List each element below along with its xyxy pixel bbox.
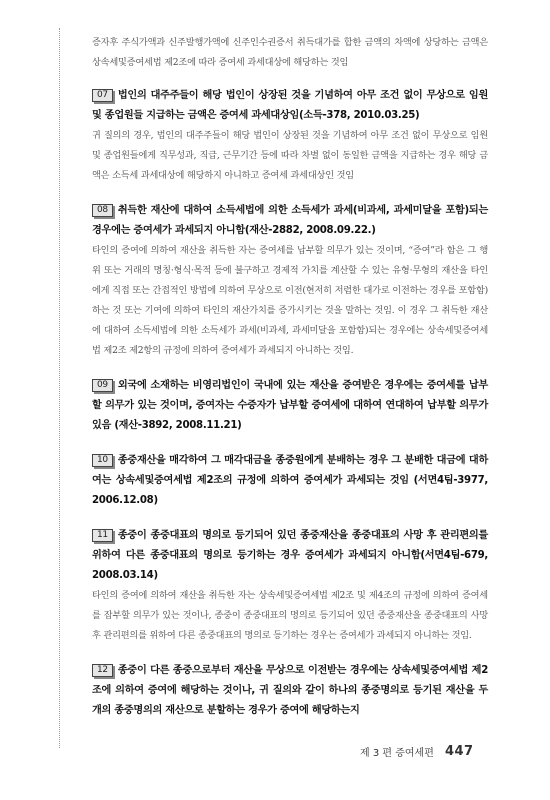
- item-number-badge: 09: [92, 379, 113, 392]
- ruling-heading: [92, 451, 488, 511]
- ruling-item-11: [92, 526, 488, 646]
- ruling-heading: [92, 86, 488, 126]
- ruling-heading: [92, 376, 488, 436]
- item-number-badge: 10: [92, 454, 113, 467]
- ruling-heading-text: 종중재산을 매각하여 그 매각대금을 종중원에게 분배하는 경우 그 분배한 대금에 대하여는 상속세및증여세법 제2조의 규정에 의하여 증여세가 과세되는 것임 (서면4팀-3977, 2006.12.08): [92, 455, 488, 506]
- page-content: [92, 33, 488, 736]
- ruling-heading: [92, 661, 488, 721]
- footer-section-title: 제 3 편 증여세편: [360, 748, 434, 759]
- ruling-body: 타인의 증여에 의하여 재산을 취득한 자는 증여세를 납부할 의무가 있는 것이며, “증여”라 함은 그 행위 또는 거래의 명칭·형식·목적 등에 불구하고 경제적 가치를 계산할 수 있는 유형·무형의 재산을 타인에게 직접 또는 간접적인 방법에 의하여 무상으로 이전(현저히 저렴한 대가로 이전하는 경우를 포함함)하는 것 또는 기여에 의하여 타인의 재산가치를 증가시키는 것을 말하는 것임. 이 경우 그 취득한 재산에 대하여 소득세법에 의한 소득세가 과세(비과세, 과세미달을 포함함)되는 경우에는 상속세및증여세법 제2조 제2항의 규정에 의하여 증여세가 과세되지 아니하는 것임.: [92, 245, 488, 356]
- ruling-item-12: [92, 661, 488, 721]
- page-footer: [360, 741, 490, 759]
- ruling-item-09: [92, 376, 488, 436]
- margin-dotted-line: [59, 28, 60, 748]
- ruling-item-10: [92, 451, 488, 511]
- ruling-heading-text: 법인의 대주주들이 해당 법인이 상장된 것을 기념하여 아무 조건 없이 무상으로 임원 및 종업원들 지급하는 금액은 증여세 과세대상임(소득-378, 2010.03.25): [92, 90, 488, 121]
- item-number-badge: 12: [92, 664, 113, 677]
- item-number-badge: 08: [92, 204, 113, 217]
- ruling-body: 타인의 증여에 의하여 재산을 취득한 자는 상속세및증여세법 제2조 및 제4조의 규정에 의하여 증여세를 잡부할 의무가 있는 것이나, 종중이 종중대표의 명의로 등기되어 있던 종중재산을 종중대표의 사망 후 관리편의를 위하여 다른 종중대표의 명의로 등기하는 경우는 증여세가 과세되지 아니하는 것임.: [92, 590, 488, 641]
- ruling-item-08: [92, 201, 488, 361]
- ruling-heading-text: 종중이 다른 종중으로부터 재산을 무상으로 이전받는 경우에는 상속세및증여세법 제2조에 의하여 증여에 해당하는 것이나, 귀 질의와 같이 하나의 종중명의로 등기된 재산을 두 개의 종중명의의 재산으로 분할하는 경우가 증여에 해당하는지: [92, 665, 488, 716]
- ruling-heading: [92, 201, 488, 241]
- ruling-heading: [92, 526, 488, 586]
- ruling-item-07: [92, 86, 488, 186]
- ruling-heading-text: 취득한 재산에 대하여 소득세법에 의한 소득세가 과세(비과세, 과세미달을 포함)되는 경우에는 증여세가 과세되지 아니함(재산-2882, 2008.09.22.): [92, 205, 488, 236]
- item-number-badge: 07: [92, 89, 113, 102]
- ruling-heading-text: 종중이 종중대표의 명의로 등기되어 있던 종중재산을 종중대표의 사망 후 관리편의를 위하여 다른 종중대표의 명의로 등기하는 경우 증여세가 과세되지 아니함(서면4팀-679, 2008.03.14): [92, 530, 488, 581]
- intro-paragraph: 증자후 주식가액과 신주발행가액에 신주인수권증서 취득대가를 합한 금액의 차액에 상당하는 금액은 상속세및증여세법 제2조에 따라 증여세 과세대상에 해당하는 것임: [92, 37, 488, 68]
- ruling-heading-text: 외국에 소재하는 비영리법인이 국내에 있는 재산을 증여받은 경우에는 증여세를 납부할 의무가 있는 것이며, 증여자는 수증자가 납부할 증여세에 대하여 연대하여 납부할 의무가 있음 (재산-3892, 2008.11.21): [92, 380, 488, 431]
- ruling-body: 귀 질의의 경우, 법인의 대주주들이 해당 법인이 상장된 것을 기념하여 아무 조건 없이 무상으로 임원 및 종업원들에게 직무성과, 직급, 근무기간 등에 따라 차별 없이 동일한 금액을 지급하는 경우 해당 금액은 소득세 과세대상에 해당하지 아니하고 증여세 과세대상인 것임: [92, 130, 488, 181]
- item-number-badge: 11: [92, 529, 113, 542]
- page-number: 447: [444, 744, 474, 759]
